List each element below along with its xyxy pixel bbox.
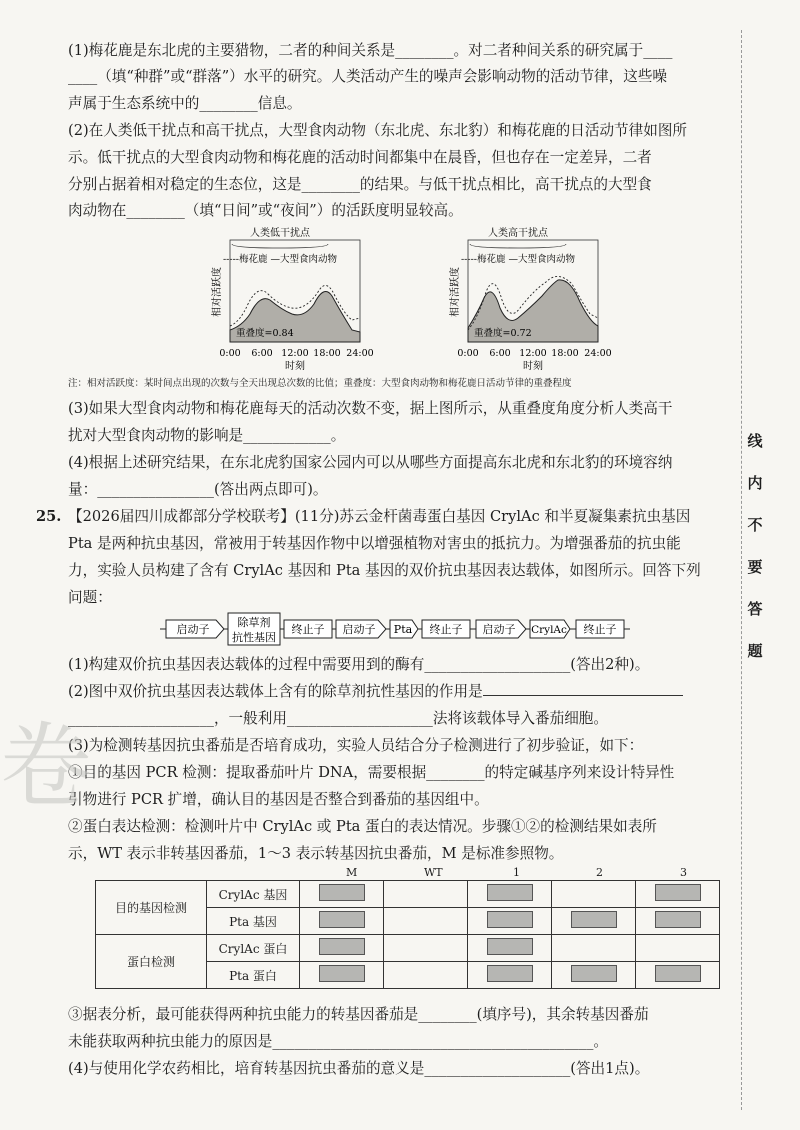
chart-right-xlabel: 时刻 [523,361,543,372]
chart-left-title: 人类低干扰点 [250,228,310,239]
band-cell [636,881,720,908]
tick-6: 6:00 [489,348,511,359]
q25-3-3-line-2: 未能获取两种抗虫能力的原因是____________________________________________。 [68,1033,608,1050]
group-protein-detection: 蛋白检测 [96,935,207,989]
q25-3: (3)为检测转基因抗虫番茄是否培育成功，实验人员结合分子检测进行了初步验证，如下： [68,737,644,754]
chart-right-overlap: 重叠度=0.72 [474,328,532,339]
q25-line-3: 力，实验人员构建了含有 CrylAc 基因和 Pta 基因的双价抗虫基因表达载体，如图所示。回答下列 [68,562,701,579]
group-gene-detection: 目的基因检测 [96,881,207,935]
q24-4-line-1: (4)根据上述研究结果，在东北虎豹国家公园内可以从哪些方面提高东北虎和东北豹的环境容纳 [68,454,673,471]
table-row [96,881,720,908]
side-char: 线 [747,432,763,450]
q25-3-2-line-1: ②蛋白表达检测：检测叶片中 CrylAc 或 Pta 蛋白的表达情况。步骤①②的检测结果如表所 [68,818,657,835]
band-cell [468,881,552,908]
q25-line-4: 问题： [68,589,112,606]
row-label: CrylAc 基因 [207,881,300,908]
tick-0: 0:00 [457,348,479,359]
band-cell [468,908,552,935]
q24-3-line-2: 扰对大型食肉动物的影响是____________。 [68,427,346,444]
col-header-m: M [346,866,358,879]
col-header-1: 1 [513,866,520,879]
tick-12: 12:00 [281,348,309,359]
electrophoresis-band [655,965,701,982]
band-cell [552,908,636,935]
q25-4: (4)与使用化学农药相比，培育转基因抗虫番茄的意义是____________________(答出1点)。 [68,1060,650,1077]
chart-right-legend: -----梅花鹿 —大型食肉动物 [460,254,576,265]
q24-line-5: 示。低干扰点的大型食肉动物和梅花鹿的活动时间都集中在晨昏，但也存在一定差异，二者 [68,149,652,166]
band-cell [552,935,636,962]
q24-line-3: 声属于生态系统中的________信息。 [68,95,302,112]
electrophoresis-band [571,965,617,982]
herbicide-label-1: 除草剂 [237,616,271,629]
pta-label: Pta [393,623,413,636]
q25-number: 25. [36,508,62,525]
promoter-1-label: 启动子 [176,623,210,636]
col-header-wt: WT [424,866,443,879]
band-cell [300,935,384,962]
q24-line-1: (1)梅花鹿是东北虎的主要猎物，二者的种间关系是________。对二者种间关系的研究属于____ [68,42,673,59]
band-cell [552,962,636,989]
col-header-2: 2 [596,866,603,879]
side-char: 要 [747,558,763,576]
tick-12: 12:00 [519,348,547,359]
watermark: 卷 [0,713,85,820]
row-label: Pta 蛋白 [207,962,300,989]
electrophoresis-band [319,965,365,982]
terminator-2-label: 终止子 [429,623,463,636]
binding-line [741,30,742,1110]
chart-left-ylabel: 相对活跃度 [212,267,223,317]
chart-high-disturbance [448,222,618,372]
side-char: 内 [747,474,763,492]
electrophoresis-band [487,938,533,955]
q24-line-7: 肉动物在________（填“日间”或“夜间”）的活跃度明显较高。 [68,202,463,219]
chart-left-xlabel: 时刻 [285,361,305,372]
band-cell [300,908,384,935]
q25-3-1-line-2: 引物进行 PCR 扩增，确认目的基因是否整合到番茄的基因组中。 [68,791,489,808]
herbicide-label-2: 抗性基因 [232,631,276,644]
band-cell [300,962,384,989]
q24-3-line-1: (3)如果大型食肉动物和梅花鹿每天的活动次数不变，据上图所示，从重叠度角度分析人类高干 [68,400,673,417]
crylac-label: CrylAc [531,624,567,636]
tick-6: 6:00 [251,348,273,359]
electrophoresis-band [319,938,365,955]
band-cell [468,962,552,989]
q24-4-line-2: 量：________________(答出两点即可)。 [68,481,328,498]
tick-0: 0:00 [219,348,241,359]
electrophoresis-band [487,911,533,928]
terminator-3-label: 终止子 [583,623,617,636]
q25-1: (1)构建双价抗虫基因表达载体的过程中需要用到的酶有____________________(答出2种)。 [68,656,650,673]
side-char: 答 [747,600,763,618]
q25-3-1-line-1: ①目的基因 PCR 检测：提取番茄叶片 DNA，需要根据________的特定碱基序列来设计特异性 [68,764,675,781]
q25-line-1: 【2026届四川成都部分学校联考】(11分)苏云金杆菌毒蛋白基因 CrylAc 和半夏凝集素抗虫基因 [68,508,691,525]
col-header-3: 3 [680,866,687,879]
q24-line-6: 分别占据着相对稳定的生态位，这是________的结果。与低干扰点相比，高干扰点的大型食 [68,176,652,193]
chart-low-disturbance [210,222,380,372]
band-cell [384,962,468,989]
electrophoresis-band [319,911,365,928]
band-cell [468,935,552,962]
electrophoresis-band [487,965,533,982]
electrophoresis-band [487,884,533,901]
vector-diagram [160,612,640,646]
q25-3-3-line-1: ③据表分析，最可能获得两种抗虫能力的转基因番茄是________(填序号)，其余转基因番茄 [68,1006,649,1023]
electrophoresis-band [655,884,701,901]
band-cell [300,881,384,908]
q25-3-2-line-2: 示，WT 表示非转基因番茄，1～3 表示转基因抗虫番茄，M 是标准参照物。 [68,845,564,862]
chart-left-overlap: 重叠度=0.84 [236,328,294,339]
band-cell [636,962,720,989]
band-cell [384,935,468,962]
tick-18: 18:00 [551,348,579,359]
promoter-2-label: 启动子 [342,623,376,636]
chart-left-legend: -----梅花鹿 —大型食肉动物 [222,254,338,265]
results-table [95,880,720,989]
q25-line-2: Pta 是两种抗虫基因，常被用于转基因作物中以增强植物对害虫的抵抗力。为增强番茄的抗虫能 [68,535,681,552]
row-label: CrylAc 蛋白 [207,935,300,962]
tick-18: 18:00 [313,348,341,359]
electrophoresis-band [571,911,617,928]
table-row [96,935,720,962]
electrophoresis-band [319,884,365,901]
band-cell [384,908,468,935]
band-cell [636,935,720,962]
row-label: Pta 基因 [207,908,300,935]
terminator-1-label: 终止子 [291,623,325,636]
chart-right-title: 人类高干扰点 [488,228,548,239]
side-char: 不 [747,516,763,534]
q25-2-line-1: (2)图中双价抗虫基因表达载体上含有的除草剂抗性基因的作用是 [68,681,724,702]
q25-2-line-2: ____________________，一般利用____________________法将该载体导入番茄细胞。 [68,710,608,727]
band-cell [636,908,720,935]
binding-note [746,420,764,672]
side-char: 题 [747,642,763,660]
tick-24: 24:00 [584,348,612,359]
tick-24: 24:00 [346,348,374,359]
band-cell [384,881,468,908]
band-cell [552,881,636,908]
q24-line-2: ____（填“种群”或“群落”）水平的研究。人类活动产生的噪声会影响动物的活动节律，这些噪 [68,68,668,85]
electrophoresis-band [655,911,701,928]
chart-right-ylabel: 相对活跃度 [450,267,461,317]
promoter-3-label: 启动子 [482,623,516,636]
chart-note: 注：相对活跃度：某时间点出现的次数与全天出现总次数的比值；重叠度：大型食肉动物和梅花鹿日活动节律的重叠程度 [68,378,572,389]
q24-line-4: (2)在人类低干扰点和高干扰点，大型食肉动物（东北虎、东北豹）和梅花鹿的日活动节律如图所 [68,122,688,139]
